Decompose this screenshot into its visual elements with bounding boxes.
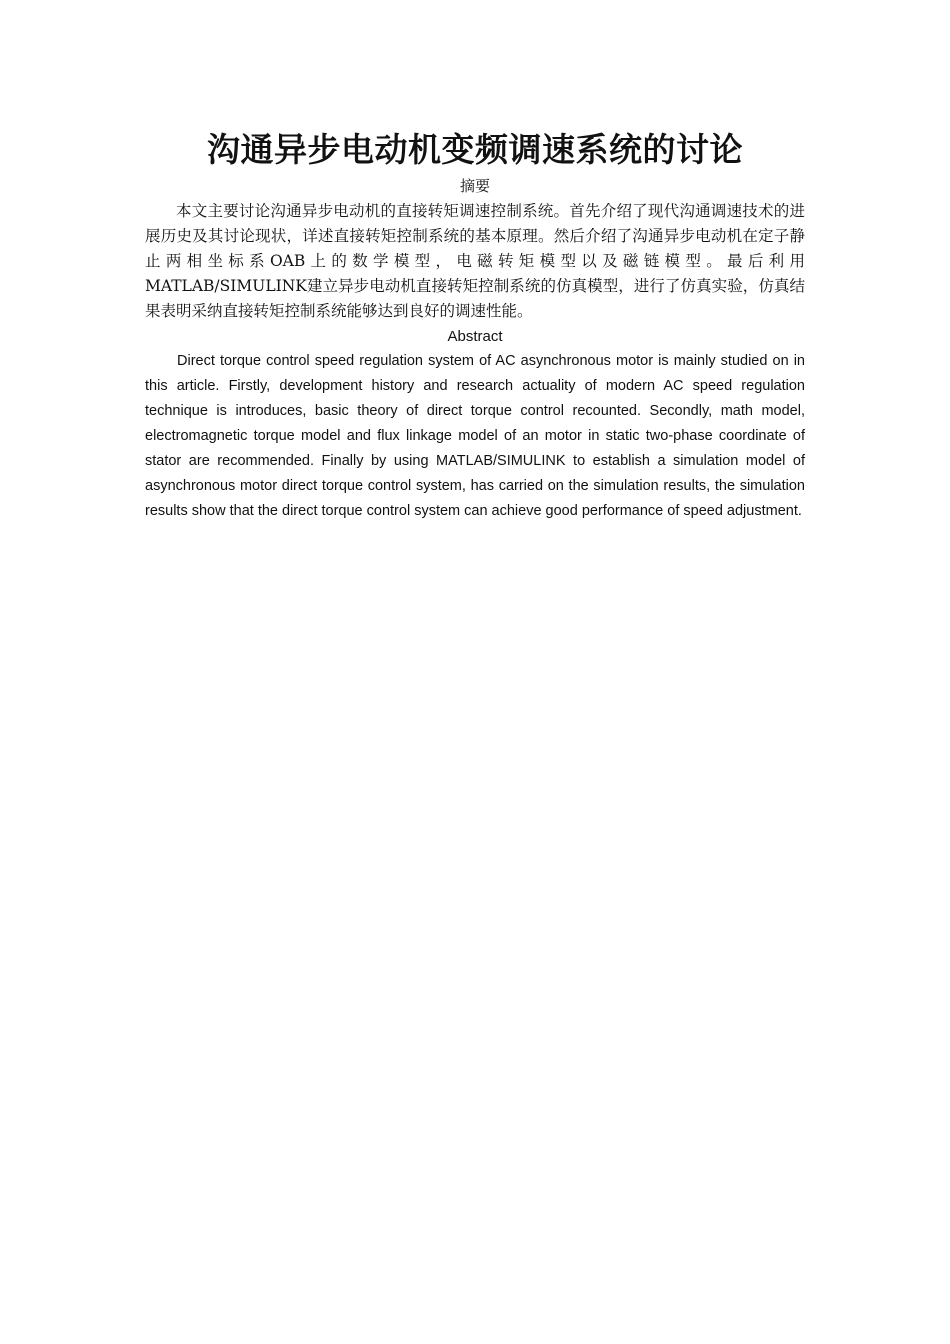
abstract-cn-heading: 摘要 — [459, 177, 490, 195]
document-title: 沟通异步电动机变频调速系统的讨论 — [207, 130, 743, 169]
abstract-en-paragraph: Direct torque control speed regulation system of AC asynchronous motor is mainly studied on in this article. Firstly, development history and research actuality of modern AC speed regulation technique is introduces, basic theory of direct torque control recounted. Secondly, math model, electromagnetic torque model and flux linkage model of an motor in static two-phase coordinate of stator are recommended. Finally by using MATLAB/SIMULINK to establish a simulation model of asynchronous motor direct torque control system, has carried on the simulation results, the simulation results show that the direct torque control system can achieve good performance of speed adjustment. — [145, 353, 805, 519]
document-body — [145, 128, 805, 524]
abstract-cn-paragraph: 本文主要讨论沟通异步电动机的直接转矩调速控制系统。首先介绍了现代沟通调速技术的进展历史及其讨论现状，详述直接转矩控制系统的基本原理。然后介绍了沟通异步电动机在定子静止两相坐标系OAB上的数学模型，电磁转矩模型以及磁链模型。最后利用MATLAB/SIMULINK建立异步电动机直接转矩控制系统的仿真模型，进行了仿真实验，仿真结果表明采纳直接转矩控制系统能够达到良好的调速性能。 — [145, 202, 805, 320]
abstract-en-heading: Abstract — [447, 328, 503, 345]
